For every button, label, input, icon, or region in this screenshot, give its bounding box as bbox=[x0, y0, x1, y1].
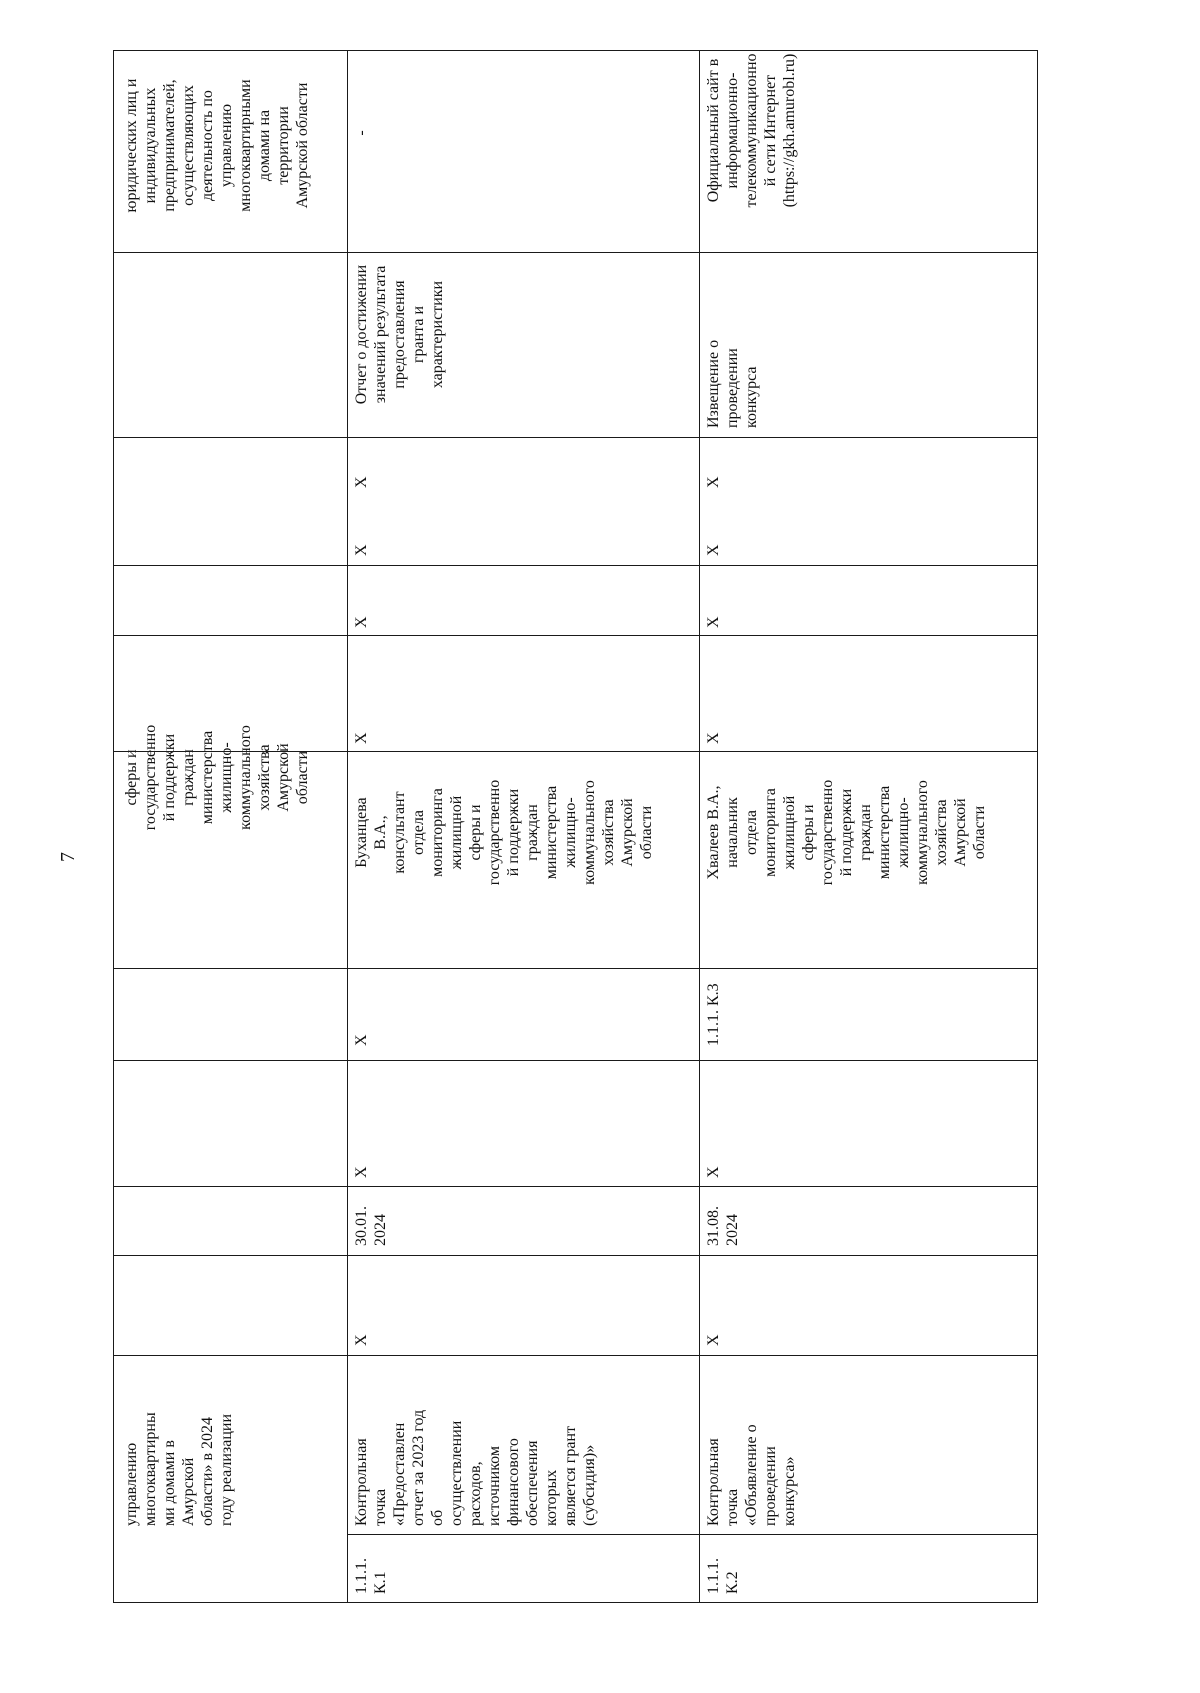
text-k2-col5: X bbox=[705, 1166, 722, 1178]
text-k1-document: Отчет о достижении значений результата предоставления гранта и характеристики bbox=[353, 264, 446, 405]
cell-k2-col5 bbox=[702, 1057, 742, 1182]
cell-k1-col8 bbox=[350, 633, 390, 748]
text-continued-responsible: сферы и государственно й поддержки граждан министерства жилищно- коммунального хозяйства Амурской области bbox=[123, 724, 311, 831]
text-k2-date: 31.08. 2024 bbox=[705, 1206, 741, 1246]
text-k2-col11: X bbox=[705, 476, 722, 488]
cell-continued-name bbox=[120, 1375, 350, 1530]
column-divider bbox=[113, 751, 1038, 752]
text-k1-date: 30.01. 2024 bbox=[353, 1206, 389, 1246]
cell-k2-col8 bbox=[702, 633, 742, 748]
text-k1-col11: X bbox=[353, 476, 370, 488]
cell-k2-number bbox=[702, 1534, 752, 1598]
cell-k2-document bbox=[702, 237, 782, 432]
cell-k1-col10 bbox=[350, 490, 390, 560]
column-divider bbox=[113, 1060, 1038, 1061]
text-k1-number: 1.1.1. К.1 bbox=[353, 1558, 389, 1594]
row-divider bbox=[699, 50, 700, 1603]
cell-k1-col9 bbox=[350, 562, 390, 632]
column-divider bbox=[113, 437, 1038, 438]
column-divider bbox=[113, 635, 1038, 636]
cell-k1-responsible bbox=[350, 700, 700, 965]
text-k1-col9: X bbox=[353, 616, 370, 628]
cell-k2-col9 bbox=[702, 562, 742, 632]
text-continued-name: управлению многоквартирны ми домами в Амурской области» в 2024 году реализации bbox=[123, 1412, 235, 1526]
text-k2-col10: X bbox=[705, 544, 722, 556]
cell-k1-name bbox=[350, 1352, 610, 1530]
text-k2-responsible: Хвалеев В.А., начальник отдела мониторинга жилищной сферы и государственно й поддержки граждан министерства жилищно- коммунального хозяйства Амурской области bbox=[705, 779, 988, 886]
text-k1-col8: X bbox=[353, 732, 370, 744]
cell-k1-link bbox=[350, 967, 390, 1050]
cell-continued-responsible bbox=[120, 700, 350, 855]
text-k2-number: 1.1.1. К.2 bbox=[705, 1558, 741, 1594]
page-number: 7 bbox=[57, 852, 79, 862]
row-divider bbox=[347, 50, 348, 1603]
column-divider bbox=[113, 565, 1038, 566]
cell-k1-date bbox=[350, 1185, 410, 1250]
column-divider bbox=[113, 1186, 1038, 1187]
text-k2-document: Извещение о проведении конкурса bbox=[705, 339, 760, 428]
text-continued-document: юридических лиц и индивидуальных предпринимателей, осуществляющих деятельность по управлению многоквартирными домами на территории Амурской области bbox=[123, 78, 311, 213]
text-k1-col3: X bbox=[353, 1334, 370, 1346]
cell-k1-system bbox=[350, 38, 390, 228]
column-divider bbox=[113, 252, 1038, 253]
text-k1-col5: X bbox=[353, 1166, 370, 1178]
text-k1-responsible: Буханцева В.А., консультант отдела мониторинга жилищной сферы и государственно й поддержки граждан министерства жилищно- коммунального хозяйства Амурской области bbox=[353, 779, 655, 886]
text-k2-col3: X bbox=[705, 1334, 722, 1346]
text-k2-col8: X bbox=[705, 732, 722, 744]
text-k2-name: Контрольная точка «Объявление о проведении конкурса» bbox=[705, 1424, 798, 1526]
cell-k1-col5 bbox=[350, 1057, 390, 1182]
cell-k1-number bbox=[350, 1534, 400, 1598]
cell-k2-link bbox=[702, 950, 742, 1050]
text-k2-link: 1.1.1. К.3 bbox=[705, 983, 722, 1046]
column-divider bbox=[113, 1255, 1038, 1256]
cell-k1-document bbox=[350, 237, 455, 432]
cell-k2-responsible bbox=[702, 700, 1032, 965]
cell-continued-document bbox=[120, 63, 350, 228]
cell-k2-system bbox=[702, 33, 812, 228]
text-k1-col10: X bbox=[353, 544, 370, 556]
text-k1-system: - bbox=[353, 130, 370, 136]
column-divider bbox=[113, 968, 1038, 969]
cell-k1-col3 bbox=[350, 1250, 390, 1350]
cell-k2-date bbox=[702, 1185, 762, 1250]
column-divider bbox=[347, 1534, 699, 1535]
text-k1-link: X bbox=[353, 1034, 370, 1046]
text-k1-name: Контрольная точка «Предоставлен отчет за 2023 год об осуществлении расходов, источником финансового обеспечения которых является грант (субсидия)» bbox=[353, 1409, 598, 1526]
cell-k2-col10 bbox=[702, 490, 742, 560]
text-k2-system: Официальный сайт в информационно- телекоммуникационно й сети Интернет (https://gkh.amurobl.ru) bbox=[705, 53, 798, 208]
text-k2-col9: X bbox=[705, 616, 722, 628]
cell-k2-name bbox=[702, 1352, 832, 1530]
column-divider bbox=[113, 1355, 1038, 1356]
cell-k2-col3 bbox=[702, 1250, 742, 1350]
column-divider bbox=[699, 1534, 1038, 1535]
